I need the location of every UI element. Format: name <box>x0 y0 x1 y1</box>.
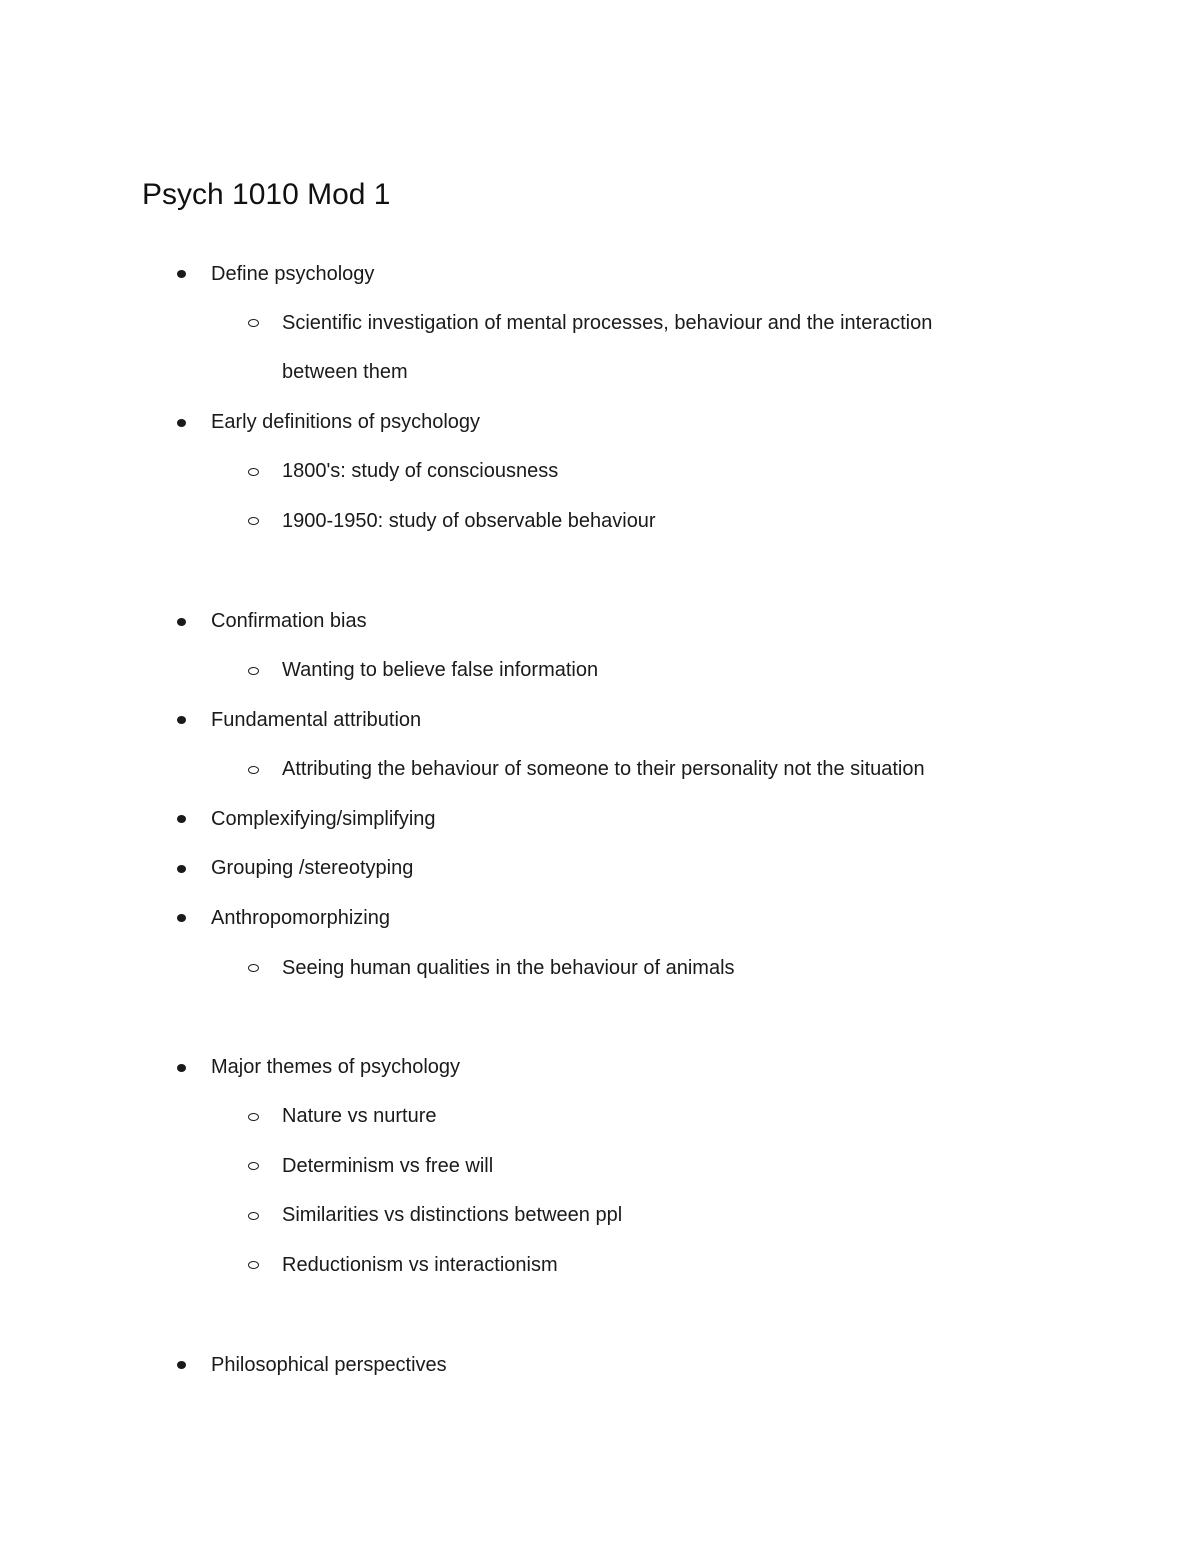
bullet-circle <box>248 766 259 774</box>
list-item: Confirmation bias <box>211 610 367 632</box>
bullet-disc <box>177 815 186 823</box>
bullet-circle <box>248 1212 259 1220</box>
bullet-disc <box>177 914 186 922</box>
bullet-circle <box>248 468 259 476</box>
bullet-disc <box>177 865 186 873</box>
list-item: Fundamental attribution <box>211 709 422 731</box>
bullet-disc <box>177 1361 186 1369</box>
list-subitem: Seeing human qualities in the behaviour of animals <box>282 957 735 979</box>
bullet-circle <box>248 1261 259 1269</box>
list-subitem: Determinism vs free will <box>282 1155 494 1177</box>
list-subitem-continuation: between them <box>282 361 408 383</box>
list-subitem: 1800's: study of consciousness <box>282 460 559 482</box>
bullet-disc <box>177 1064 186 1072</box>
bullet-disc <box>177 618 186 626</box>
list-item: Define psychology <box>211 263 375 285</box>
list-item: Grouping /stereotyping <box>211 857 414 879</box>
list-subitem: Similarities vs distinctions between ppl <box>282 1204 623 1226</box>
bullet-disc <box>177 419 186 427</box>
list-item: Philosophical perspectives <box>211 1354 447 1376</box>
document-title: Psych 1010 Mod 1 <box>142 178 391 211</box>
list-subitem: Reductionism vs interactionism <box>282 1254 558 1276</box>
list-subitem: Nature vs nurture <box>282 1105 437 1127</box>
bullet-circle <box>248 517 259 525</box>
list-item: Complexifying/simplifying <box>211 808 436 830</box>
list-subitem: 1900-1950: study of observable behaviour <box>282 510 656 532</box>
list-subitem: Attributing the behaviour of someone to their personality not the situation <box>282 758 925 780</box>
list-subitem: Scientific investigation of mental processes, behaviour and the interaction <box>282 312 933 334</box>
list-item: Early definitions of psychology <box>211 411 481 433</box>
bullet-circle <box>248 1162 259 1170</box>
bullet-circle <box>248 319 259 327</box>
bullet-circle <box>248 964 259 972</box>
bullet-disc <box>177 716 186 724</box>
bullet-circle <box>248 667 259 675</box>
list-subitem: Wanting to believe false information <box>282 659 599 681</box>
bullet-disc <box>177 270 186 278</box>
bullet-circle <box>248 1113 259 1121</box>
list-item: Major themes of psychology <box>211 1056 461 1078</box>
list-item: Anthropomorphizing <box>211 907 390 929</box>
